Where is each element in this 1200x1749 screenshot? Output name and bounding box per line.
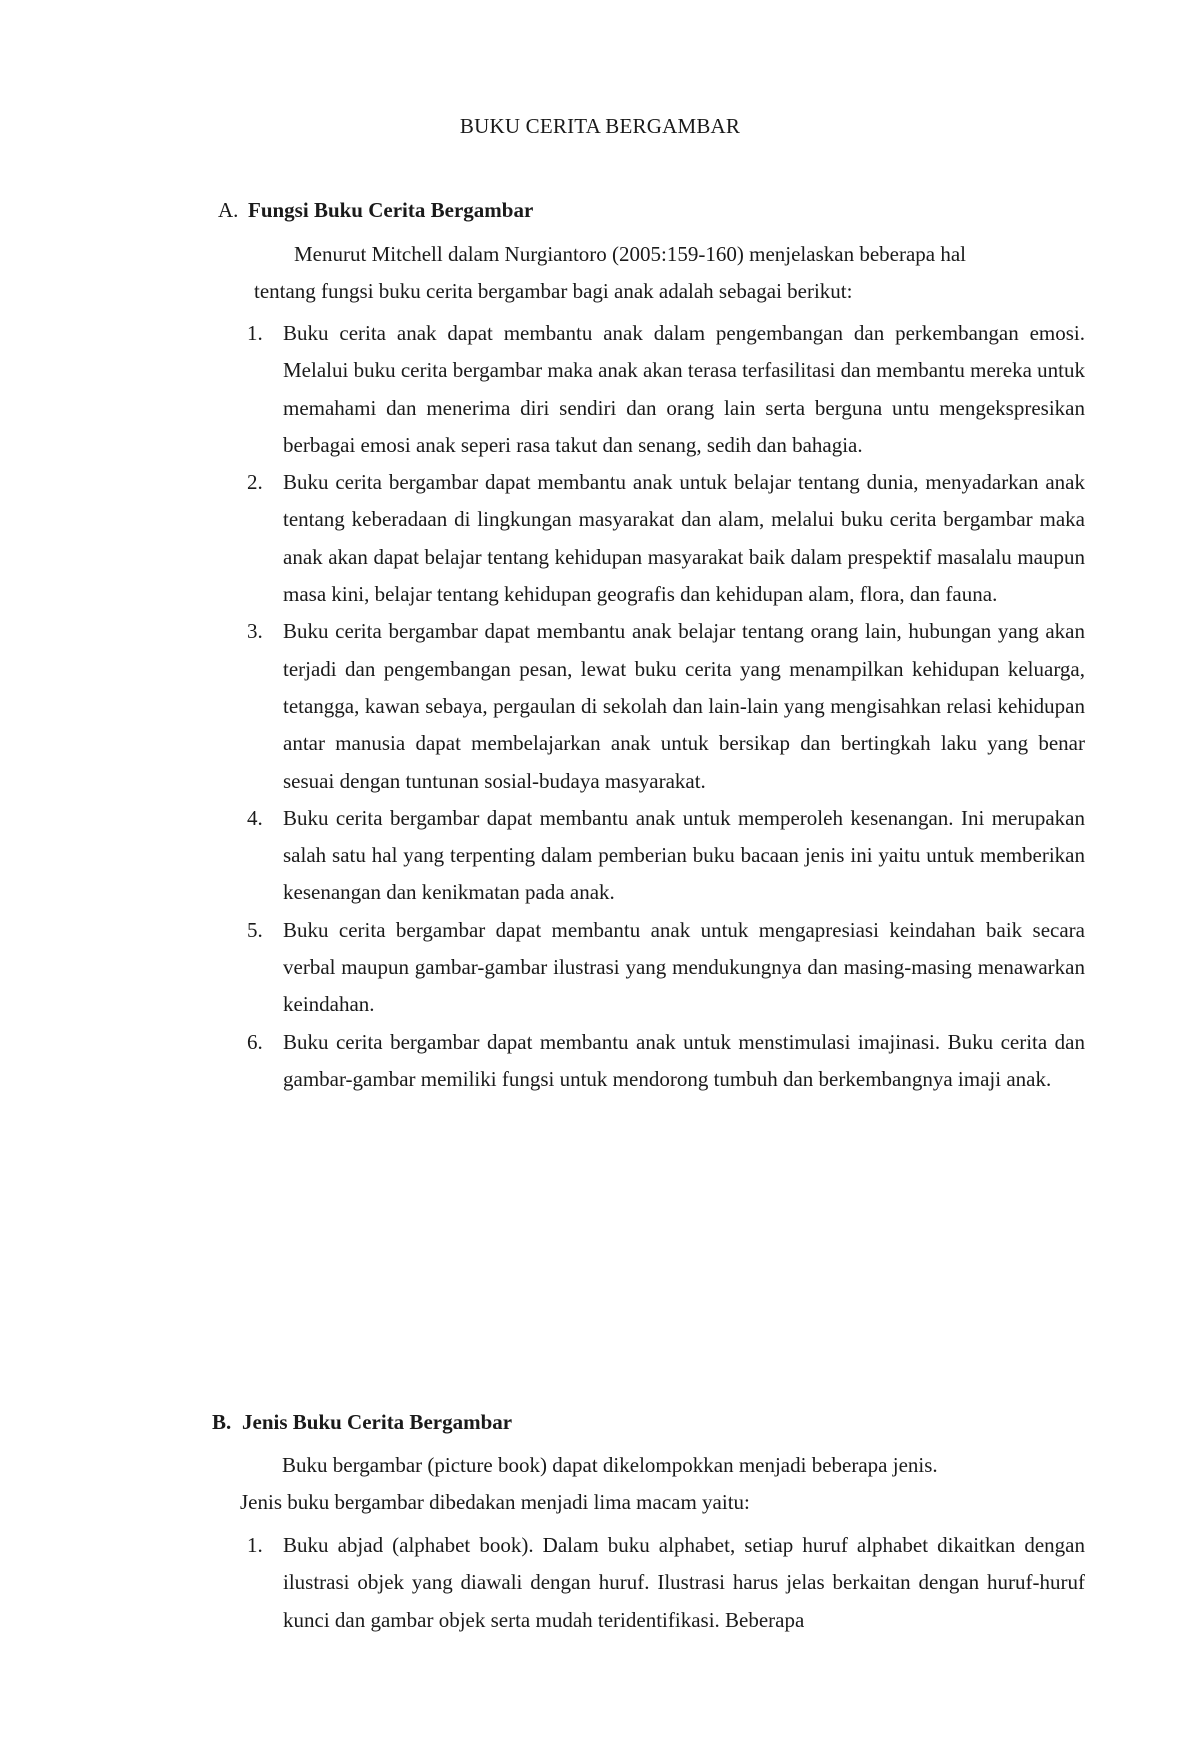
list-item [213, 1527, 1085, 1639]
section-a-letter: A. [218, 198, 239, 222]
list-item [213, 315, 1085, 464]
section-b-list [213, 1527, 1085, 1639]
list-item-number: 3. [247, 619, 263, 644]
list-item-number: 1. [247, 1533, 263, 1557]
list-item-number: 2. [247, 470, 263, 495]
list-item-text: Buku cerita bergambar dapat membantu anak untuk mengapresiasi keindahan baik secara verbal maupun gambar-gambar ilustrasi yang mendukungnya dan masing-masing menawarkan keindahan. [283, 917, 1085, 1017]
list-item-text: Buku cerita bergambar dapat membantu anak untuk memperoleh kesenangan. Ini merupakan salah satu hal yang terpenting dalam pemberian buku bacaan jenis ini yaitu untuk memberikan kesenangan dan kenikmatan pada anak. [283, 805, 1085, 905]
section-b-title: Jenis Buku Cerita Bergambar [242, 1410, 513, 1434]
section-b-intro [240, 1447, 1100, 1522]
document-title: BUKU CERITA BERGAMBAR [459, 114, 741, 138]
section-a-title: Fungsi Buku Cerita Bergambar [248, 198, 534, 222]
list-item-number: 4. [247, 805, 263, 830]
section-b-intro-line-2: Jenis buku bergambar dibedakan menjadi lima macam yaitu: [240, 1490, 750, 1515]
section-a-intro [254, 236, 1094, 311]
section-a-list [213, 315, 1085, 1098]
list-item [213, 613, 1085, 799]
section-a-intro-line-1: Menurut Mitchell dalam Nurgiantoro (2005:159-160) menjelaskan beberapa hal [294, 242, 966, 266]
list-item-text: Buku cerita bergambar dapat membantu anak belajar tentang orang lain, hubungan yang akan terjadi dan pengembangan pesan, lewat buku cerita yang menampilkan kehidupan keluarga, tetangga, kawan sebaya, pergaulan di sekolah dan lain-lain yang mengisahkan relasi kehidupan antar manusia dapat membelajarkan anak untuk bersikap dan bertingkah laku yang benar sesuai dengan tuntunan sosial-budaya masyarakat. [283, 619, 1085, 793]
list-item-text: Buku abjad (alphabet book). Dalam buku alphabet, setiap huruf alphabet dikaitkan dengan ilustrasi objek yang diawali dengan huruf. Ilustrasi harus jelas berkaitan dengan huruf-huruf kunci dan gambar objek serta mudah teridentifikasi. Beberapa [283, 1533, 1085, 1632]
section-b-heading [212, 1410, 512, 1435]
list-item [213, 800, 1085, 912]
list-item [213, 912, 1085, 1024]
section-a-heading [218, 198, 533, 223]
section-b-intro-line-1: Buku bergambar (picture book) dapat dikelompokkan menjadi beberapa jenis. [282, 1453, 938, 1477]
list-item-text: Buku cerita anak dapat membantu anak dalam pengembangan dan perkembangan emosi. Melalui buku cerita bergambar maka anak akan terasa terfasilitasi dan membantu mereka untuk memahami dan menerima diri sendiri dan orang lain serta berguna untu mengekspresikan berbagai emosi anak seperi rasa takut dan senang, sedih dan bahagia. [283, 321, 1085, 457]
section-a-intro-line-2: tentang fungsi buku cerita bergambar bagi anak adalah sebagai berikut: [254, 279, 853, 304]
list-item-number: 5. [247, 917, 263, 942]
list-item-number: 1. [247, 321, 263, 345]
list-item-number: 6. [247, 1029, 263, 1054]
list-item [213, 464, 1085, 613]
list-item-text: Buku cerita bergambar dapat membantu anak untuk menstimulasi imajinasi. Buku cerita dan gambar-gambar memiliki fungsi untuk mendorong tumbuh dan berkembangnya imaji anak. [283, 1029, 1085, 1091]
section-b-letter: B. [212, 1410, 232, 1434]
list-item-text: Buku cerita bergambar dapat membantu anak untuk belajar tentang dunia, menyadarkan anak tentang keberadaan di lingkungan masyarakat dan alam, melalui buku cerita bergambar maka anak akan dapat belajar tentang kehidupan masyarakat baik dalam prespektif masalalu maupun masa kini, belajar tentang kehidupan geografis dan kehidupan alam, flora, dan fauna. [283, 470, 1085, 607]
list-item [213, 1024, 1085, 1099]
